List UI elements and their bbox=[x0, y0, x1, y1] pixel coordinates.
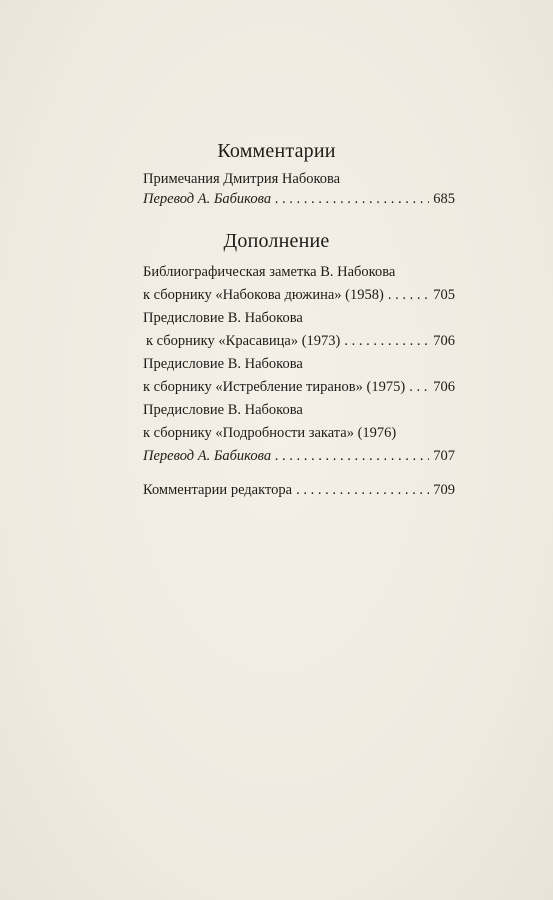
dot-leader bbox=[275, 448, 429, 465]
toc-entry bbox=[143, 379, 455, 396]
dot-leader bbox=[344, 333, 429, 350]
toc-entry bbox=[143, 191, 455, 208]
section-heading-appendix: Дополнение bbox=[223, 230, 330, 252]
toc-entry bbox=[143, 310, 455, 327]
toc-entry-text: Предисловие В. Набокова bbox=[143, 310, 303, 326]
page-number: 706 bbox=[433, 379, 455, 395]
page-number: 707 bbox=[433, 448, 455, 464]
toc-entry bbox=[143, 402, 455, 419]
dot-leader bbox=[275, 191, 429, 208]
page-number: 709 bbox=[433, 482, 455, 498]
dot-leader bbox=[296, 482, 429, 499]
toc-entry-text: Перевод А. Бабикова bbox=[143, 191, 272, 207]
toc-entry bbox=[143, 171, 455, 188]
toc-entry-text: Перевод А. Бабикова bbox=[143, 448, 272, 464]
page-number: 685 bbox=[433, 191, 455, 207]
page-number: 705 bbox=[433, 287, 455, 303]
toc-entry bbox=[143, 287, 455, 304]
dot-leader bbox=[409, 379, 429, 396]
toc-entry-text: к сборнику «Красавица» (1973) bbox=[146, 333, 341, 349]
toc-entry bbox=[143, 482, 455, 499]
toc-entry-text: Библиографическая заметка В. Набокова bbox=[143, 264, 396, 280]
toc-entry bbox=[143, 333, 455, 350]
toc-entry-text: к сборнику «Истребление тиранов» (1975) bbox=[143, 379, 406, 395]
page-number: 706 bbox=[433, 333, 455, 349]
toc-entry bbox=[143, 448, 455, 465]
section-heading-comments: Комментарии bbox=[217, 140, 336, 162]
toc-entry-text: к сборнику «Подробности заката» (1976) bbox=[143, 425, 397, 441]
toc-entry-text: Примечания Дмитрия Набокова bbox=[143, 171, 341, 187]
toc-entry-text: Предисловие В. Набокова bbox=[143, 402, 303, 418]
toc-entry-text: к сборнику «Набокова дюжина» (1958) bbox=[143, 287, 384, 303]
toc-entry-text: Комментарии редактора bbox=[143, 482, 293, 498]
dot-leader bbox=[388, 287, 429, 304]
toc-entry bbox=[143, 356, 455, 373]
toc-entry bbox=[143, 425, 455, 442]
toc-entry-text: Предисловие В. Набокова bbox=[143, 356, 303, 372]
toc-entry bbox=[143, 264, 455, 281]
